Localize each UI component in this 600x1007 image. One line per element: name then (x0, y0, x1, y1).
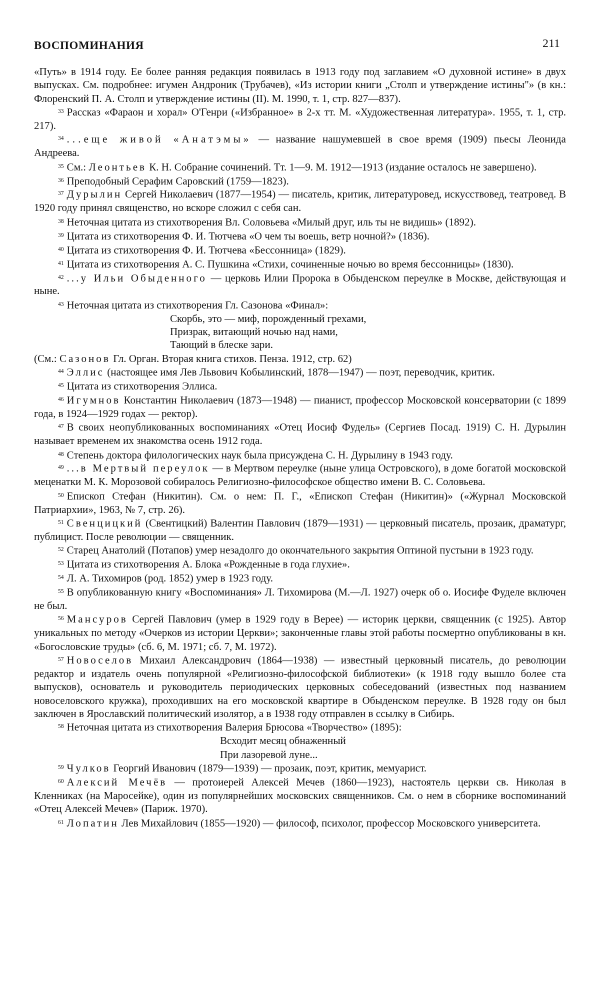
footnotes-body (34, 66, 566, 830)
footnote-42: $^{42}$ ...у Ильи Обыденного — церковь Илии Пророка в Обыденском переулке в Москве, действующая и ныне. (34, 273, 566, 298)
footnote-36: $^{36}$ Преподобный Серафим Саровский (1759—1823). (58, 176, 289, 188)
footnote-52: $^{52}$ Старец Анатолий (Потапов) умер незадолго до окончательного закрытия Оптиной пустыни в 1923 году. (58, 545, 534, 557)
verse-line: При лазоревой луне... (220, 749, 318, 761)
footnote-43: $^{43}$ Неточная цитата из стихотворения Гл. Сазонова «Финал»: (58, 300, 329, 312)
footnote-46: $^{46}$ Игумнов Константин Николаевич (1873—1948) — пианист, профессор Московской консерватории (с 1899 года, в 1924—1929 годах — ректор). (34, 395, 566, 420)
footnote-47: $^{47}$ В своих неопубликованных воспоминаниях «Отец Иосиф Фудель» (Сергиев Посад. 1919) С. Н. Дурылин называет временем их знакомства осень 1912 года. (34, 422, 566, 448)
footnote-continuation: «Путь» в 1914 году. Ее более ранняя редакция появилась в 1913 году под заглавием «О духовной истине» в двух выпусках. См. подробнее: игумен Андроник (Трубачев), «Из истории книги „Столп и утверждение истины"» (в кн.: Флоренский П. А. Столп и утверждение истины (II). М. 1990, т. 1, стр. 827—837). (34, 67, 566, 105)
footnote-38: $^{38}$ Неточная цитата из стихотворения Вл. Соловьева «Милый друг, иль ты не видишь» (1892). (58, 217, 476, 229)
footnote-60: $^{60}$ Алексий Мечёв — протоиерей Алексей Мечев (1860—1923), настоятель церкви св. Николая в Кленниках (на Маросейке), один из популярнейших московских священников. См. о нем в сборнике воспоминаний «Отец Алексей Мечев» (Париж. 1970). (34, 777, 566, 816)
verse-line: Призрак, витающий ночью над нами, (170, 327, 338, 339)
footnote-57: $^{57}$ Новоселов Михаил Александрович (1864—1938) — известный церковный писатель, до революции редактор и издатель очень популярной «Религиозно-философской библиотеки» (к 1918 году вышло более ста выпусков), основатель и руководитель периодических церковных собеседований (известных под названием новоселовского кружка), проходивших на его московской квартире в Обыденском переулке. В 1928 году он был заключен в Ярославский политический изолятор, а в 1938 году отправлен в ссылку в Сибирь. (34, 655, 566, 720)
running-head: ВОСПОМИНАНИЯ (34, 40, 144, 52)
page-number: 211 (542, 36, 560, 50)
footnote-33: $^{33}$ Рассказ «Фараон и хорал» О'Генри («Избранное» в 2-х тт. М. «Художественная литература». 1955, т. 1, стр. 217). (34, 107, 566, 132)
footnote-45: $^{45}$ Цитата из стихотворения Эллиса. (58, 381, 218, 393)
verse-quote-bryusov (34, 735, 566, 762)
footnote-56: $^{56}$ Мансуров Сергей Павлович (умер в 1929 году в Верее) — историк церкви, священник (с 1925). Автор уникальных по методу «Очерков из истории Церкви»; законченные главы этой работы посмертно опубликованы в кн. «Богословские труды» (сб. 6, М. 1971; сб. 7, М. 1972). (34, 615, 566, 653)
footnote-51: $^{51}$ Свенцицкий (Свентицкий) Валентин Павлович (1879—1931) — церковный писатель, прозаик, драматург, публицист. После революции — священник. (34, 518, 566, 543)
page-header (34, 36, 560, 54)
footnote-49: $^{49}$ ...в Мертвый переулок — в Мертвом переулке (ныне улица Островского), в доме богатой московской меценатки М. К. Морозовой собиралось Религиозно-философское общество имени В. С. Соловьева. (34, 464, 567, 489)
footnote-39: $^{39}$ Цитата из стихотворения Ф. И. Тютчева «О чем ты воешь, ветр ночной?» (1836). (58, 231, 430, 243)
footnote-55: $^{55}$ В опубликованную книгу «Воспоминания» Л. Тихомирова (М.—Л. 1927) очерк об о. Иосифе Фуделе включен не был. (34, 587, 566, 613)
footnote-54: $^{54}$ Л. А. Тихомиров (род. 1852) умер в 1923 году. (58, 573, 274, 585)
verse-source: (См.: Сазонов Гл. Орган. Вторая книга стихов. Пенза. 1912, стр. 62) (34, 353, 352, 365)
footnote-41: $^{41}$ Цитата из стихотворения А. С. Пушкина «Стихи, сочиненные ночью во время бессонницы» (1830). (58, 259, 514, 271)
footnote-35: $^{35}$ См.: Леонтьев К. Н. Собрание сочинений. Тт. 1—9. М. 1912—1913 (издание осталось не завершено). (58, 162, 537, 174)
footnote-53: $^{53}$ Цитата из стихотворения А. Блока «Рожденные в года глухие». (58, 559, 350, 571)
footnote-61: $^{61}$ Лопатин Лев Михайлович (1855—1920) — философ, психолог, профессор Московского университета. (58, 818, 541, 830)
footnote-44: $^{44}$ Эллис (настоящее имя Лев Львович Кобылинский, 1878—1947) — поэт, переводчик, критик. (58, 367, 495, 379)
verse-line: Всходит месяц обнаженный (220, 736, 346, 748)
footnote-37: $^{37}$ Дурылин Сергей Николаевич (1877—1954) — писатель, критик, литературовед, искусствовед, театровед. В 1920 году принял священство, но вскоре сложил с себя сан. (34, 190, 566, 215)
verse-line: Скорбь, это — миф, порожденный грехами, (170, 313, 367, 325)
footnote-40: $^{40}$ Цитата из стихотворения Ф. И. Тютчева «Бессонница» (1829). (58, 245, 346, 257)
footnote-50: $^{50}$ Епископ Стефан (Никитин). См. о нем: П. Г., «Епископ Стефан (Никитин)» («Журнал Московской Патриархии», 1963, № 7, стр. 26). (34, 491, 566, 516)
footnote-48: $^{48}$ Степень доктора филологических наук была присуждена С. Н. Дурылину в 1943 году. (58, 450, 453, 462)
footnote-34: $^{34}$ ...еще живой «Анатэмы» — название нашумевшей в свое время (1909) пьесы Леонида Андреева. (34, 134, 566, 160)
verse-quote-sazonov (34, 313, 566, 353)
footnote-59: $^{59}$ Чулков Георгий Иванович (1879—1939) — прозаик, поэт, критик, мемуарист. (58, 763, 427, 775)
footnote-58: $^{58}$ Неточная цитата из стихотворения Валерия Брюсова «Творчество» (1895): (58, 722, 402, 734)
verse-line: Тающий в блеске зари. (170, 340, 273, 352)
